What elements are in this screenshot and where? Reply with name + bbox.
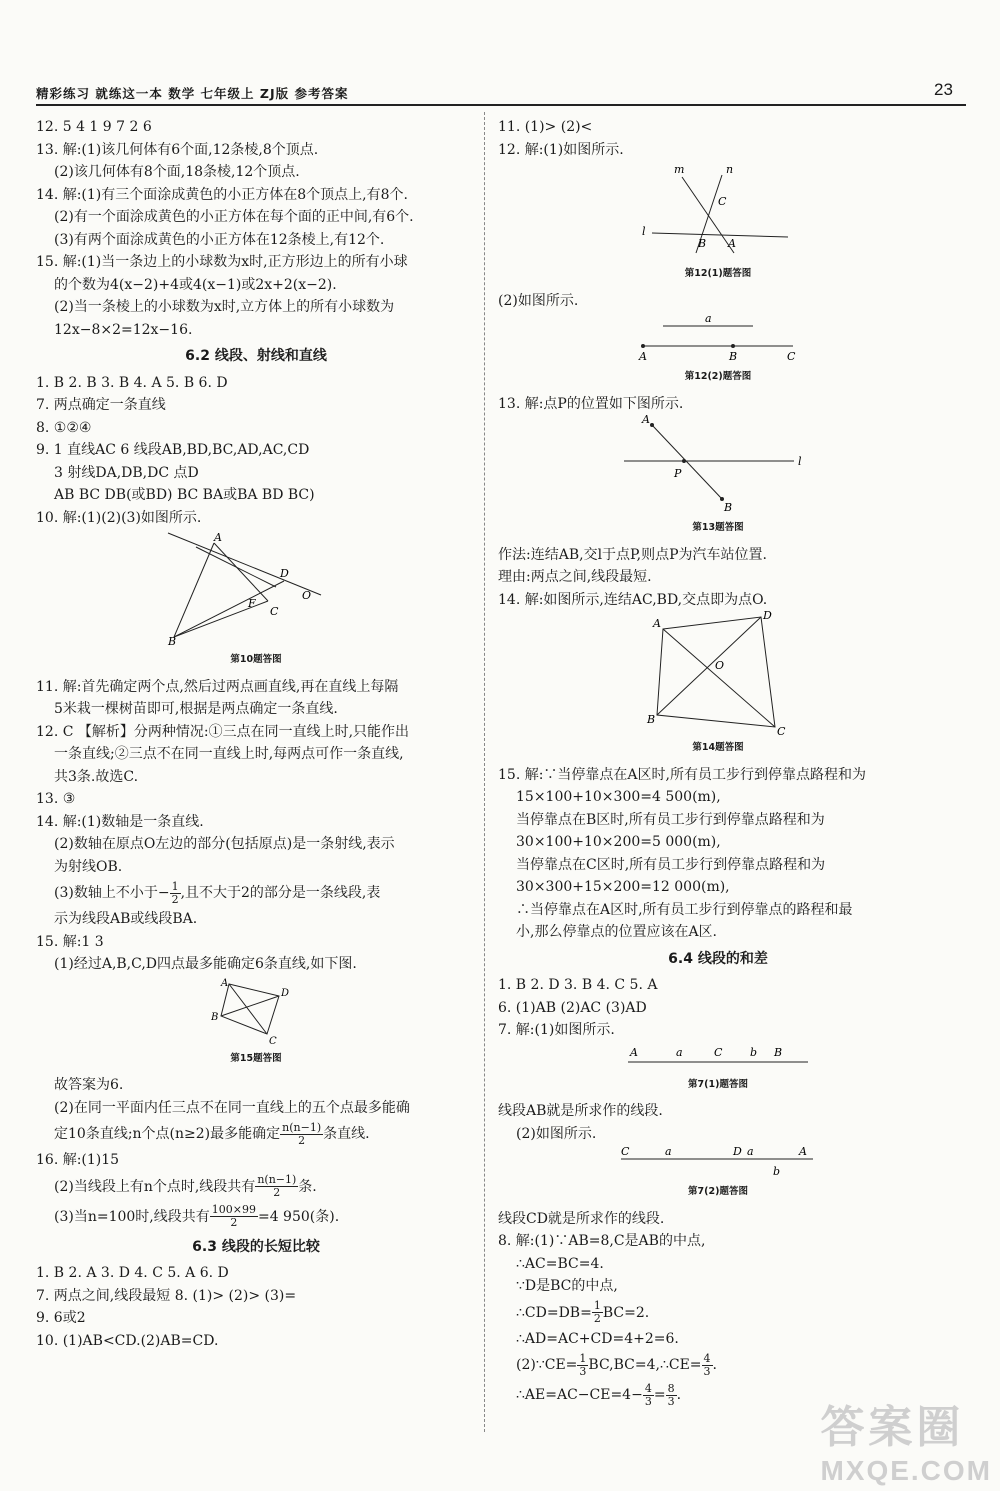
point-label: D bbox=[280, 567, 289, 580]
point-label: C bbox=[270, 605, 279, 618]
point-label: l bbox=[642, 225, 646, 238]
text: ∴CD=DB= bbox=[516, 1304, 592, 1321]
header-rule bbox=[36, 104, 966, 106]
text: (3)数轴上不小于− bbox=[54, 885, 170, 901]
answer-line: 13. 解:点P的位置如下图所示. bbox=[498, 395, 684, 412]
answer-line: 15. 解:1 3 bbox=[36, 933, 104, 950]
answer-line: 9. 1 直线AC 6 线段AB,BD,BC,AD,AC,CD bbox=[36, 442, 310, 458]
figure-q12-1 bbox=[638, 161, 798, 261]
figure-caption: 第7(2)题答图 bbox=[688, 1186, 748, 1197]
fraction bbox=[210, 1204, 258, 1229]
text: (3)当n=100时,线段共有 bbox=[54, 1208, 210, 1225]
answer-line: 12x−8×2=12x−16. bbox=[54, 321, 193, 338]
answer-line: 7. 两点确定一条直线 bbox=[36, 397, 166, 413]
point-label: A bbox=[642, 415, 650, 426]
figure-caption: 第15题答图 bbox=[230, 1052, 282, 1064]
figure-caption: 第10题答图 bbox=[230, 654, 282, 665]
text: . bbox=[712, 1357, 717, 1373]
answer-line: (3)有两个面涂成黄色的小正方体在12条棱上,有12个. bbox=[54, 231, 385, 248]
numerator: n(n−1) bbox=[282, 1120, 322, 1134]
figure-caption: 第14题答图 bbox=[692, 742, 744, 753]
answer-line: (2)在同一平面内任三点不在同一直线上的五个点最多能确 bbox=[54, 1099, 410, 1116]
numerator: 1 bbox=[593, 1299, 601, 1312]
answer-line: 14. 解:(1)有三个面涂成黄色的小正方体在8个顶点上,有8个. bbox=[36, 186, 408, 203]
point-label: F bbox=[248, 597, 256, 610]
answer-line bbox=[36, 1119, 476, 1149]
point-label: B bbox=[168, 635, 177, 647]
figure-q15 bbox=[211, 976, 301, 1046]
point-label: A bbox=[728, 237, 736, 250]
denominator: 2 bbox=[273, 1186, 281, 1199]
point-label: a bbox=[676, 1045, 683, 1059]
answer-line: 12. C 【解析】分两种情况:①三点在同一直线上时,只能作出 bbox=[36, 723, 410, 740]
answer-line bbox=[498, 1298, 938, 1328]
denominator: 3 bbox=[667, 1394, 675, 1408]
point-label: C bbox=[269, 1035, 277, 1046]
text: . bbox=[676, 1387, 682, 1403]
answer-line: 7. 两点之间,线段最短 8. (1)> (2)> (3)= bbox=[36, 1287, 297, 1304]
numerator: 8 bbox=[667, 1381, 675, 1395]
answer-line: ∴AC=BC=4. bbox=[516, 1255, 604, 1272]
point-label: B bbox=[774, 1045, 783, 1059]
point-label: B bbox=[211, 1011, 219, 1023]
answer-line: 线段CD就是所求作的线段. bbox=[498, 1210, 665, 1227]
point-label: C bbox=[787, 350, 796, 363]
answer-line: (2)有一个面涂成黄色的小正方体在每个面的正中间,有6个. bbox=[54, 209, 414, 225]
denominator: 3 bbox=[644, 1394, 652, 1408]
numerator: 100×99 bbox=[211, 1203, 256, 1216]
answer-line: 示为线段AB或线段BA. bbox=[54, 911, 198, 927]
point-label: A bbox=[639, 350, 647, 363]
denominator: 2 bbox=[230, 1216, 238, 1229]
answer-line: 16. 解:(1)15 bbox=[36, 1152, 120, 1168]
point-label: O bbox=[715, 659, 725, 672]
answer-line: 13. 解:(1)该几何体有6个面,12条棱,8个顶点. bbox=[36, 141, 319, 158]
figure-q7-2 bbox=[613, 1145, 823, 1179]
answer-line: ∴当停靠点在A区时,所有员工步行到停靠点的路程和最 bbox=[516, 901, 853, 918]
denominator: 3 bbox=[703, 1364, 711, 1378]
denominator: 3 bbox=[579, 1364, 587, 1378]
answer-line: 作法:连结AB,交l于点P,则点P为汽车站位置. bbox=[498, 546, 767, 563]
answer-line: 15. 解:(1)当一条边上的小球数为x时,正方形边上的所有小球 bbox=[36, 254, 408, 270]
answer-line: 共3条.故选C. bbox=[54, 768, 139, 785]
figure-q10 bbox=[156, 529, 356, 647]
figure-q7-1 bbox=[618, 1042, 818, 1072]
answer-line: 一条直线;②三点不在同一直线上时,每两点可作一条直线, bbox=[54, 746, 404, 762]
text: ,且不大于2的部分是一条线段,表 bbox=[180, 885, 381, 901]
answer-line bbox=[36, 1172, 476, 1202]
fraction bbox=[702, 1353, 713, 1378]
numerator: 4 bbox=[644, 1381, 652, 1395]
answer-line bbox=[498, 1350, 938, 1380]
answer-line: 10. 解:(1)(2)(3)如图所示. bbox=[36, 509, 202, 526]
point-label: a bbox=[665, 1145, 672, 1158]
numerator: 1 bbox=[579, 1351, 587, 1365]
answer-line: 1. B 2. A 3. D 4. C 5. A 6. D bbox=[36, 1265, 229, 1281]
point-label: a bbox=[747, 1145, 754, 1158]
point-label: D bbox=[281, 987, 290, 999]
answer-line: 1. B 2. D 3. B 4. C 5. A bbox=[498, 977, 658, 993]
fraction bbox=[255, 1174, 298, 1199]
answer-line: 14. 解:(1)数轴是一条直线. bbox=[36, 813, 204, 830]
point-label: A bbox=[214, 531, 222, 544]
page-number: 23 bbox=[934, 80, 953, 99]
point-label: D bbox=[763, 611, 772, 622]
answer-line: 6. (1)AB (2)AC (3)AD bbox=[498, 999, 647, 1016]
answer-line: (2)当一条棱上的小球数为x时,立方体上的所有小球数为 bbox=[54, 299, 395, 315]
answer-line: (2)该几何体有8个面,18条棱,12个顶点. bbox=[54, 164, 300, 180]
point-label: l bbox=[798, 455, 802, 468]
numerator: 1 bbox=[171, 879, 179, 893]
denominator: 2 bbox=[171, 892, 179, 906]
answer-line: 13. ③ bbox=[36, 791, 76, 807]
answer-line: 1. B 2. B 3. B 4. A 5. B 6. D bbox=[36, 374, 228, 391]
answer-line: 为射线OB. bbox=[54, 858, 123, 875]
denominator: 2 bbox=[298, 1133, 306, 1147]
denominator: 2 bbox=[593, 1312, 601, 1325]
answer-line: 11. 解:首先确定两个点,然后过两点画直线,再在直线上每隔 bbox=[36, 678, 399, 695]
text: BC=2. bbox=[602, 1304, 650, 1321]
answer-line: 的个数为4(x−2)+4或4(x−1)或2x+2(x−2). bbox=[54, 276, 337, 293]
figure-caption: 第13题答图 bbox=[692, 522, 744, 533]
answer-line: (2)如图所示. bbox=[516, 1125, 597, 1142]
section-heading: 6.3 线段的长短比较 bbox=[192, 1238, 320, 1255]
column-divider bbox=[484, 112, 485, 1432]
answer-line: 线段AB就是所求作的线段. bbox=[498, 1103, 663, 1119]
running-header: 精彩练习 就练这一本 数学 七年级上 ZJ版 参考答案 bbox=[36, 86, 349, 101]
answer-line: ∵D是BC的中点, bbox=[516, 1278, 618, 1294]
left-column bbox=[36, 116, 476, 1352]
watermark-url: MXQE.COM bbox=[820, 1455, 992, 1486]
answer-line: 30×100+10×200=5 000(m), bbox=[516, 834, 721, 850]
answer-line: 30×300+15×200=12 000(m), bbox=[516, 879, 730, 895]
point-label: C bbox=[777, 725, 786, 735]
watermark-logo bbox=[820, 1391, 992, 1487]
answer-line: 故答案为6. bbox=[54, 1077, 124, 1093]
text: = bbox=[653, 1387, 666, 1403]
fraction bbox=[280, 1122, 323, 1147]
answer-line: 10. (1)AB<CD.(2)AB=CD. bbox=[36, 1332, 219, 1349]
point-label: b bbox=[773, 1165, 781, 1178]
figure-q13 bbox=[618, 415, 818, 515]
answer-line: (1)经过A,B,C,D四点最多能确定6条直线,如下图. bbox=[54, 956, 357, 972]
fraction bbox=[592, 1300, 603, 1325]
answer-line: AB BC DB(或BD) BC BA或BA BD BC) bbox=[54, 487, 315, 503]
answer-line: 14. 解:如图所示,连结AC,BD,交点即为点O. bbox=[498, 591, 768, 608]
section-heading: 6.4 线段的和差 bbox=[668, 950, 768, 967]
point-label: C bbox=[714, 1045, 723, 1059]
fraction bbox=[577, 1353, 588, 1378]
answer-line bbox=[36, 878, 476, 908]
point-label: B bbox=[729, 350, 738, 363]
text: ∴AE=AC−CE=4− bbox=[516, 1387, 643, 1403]
watermark-text: 答案圈 bbox=[820, 1403, 965, 1452]
point-label: A bbox=[653, 617, 661, 630]
section-heading: 6.2 线段、射线和直线 bbox=[185, 348, 327, 364]
text: (2)∵CE= bbox=[516, 1357, 578, 1373]
point-label: n bbox=[726, 163, 734, 176]
point-label: C bbox=[621, 1145, 630, 1158]
point-label: B bbox=[724, 501, 733, 514]
answer-line: 9. 6或2 bbox=[36, 1310, 86, 1326]
answer-line: 11. (1)> (2)< bbox=[498, 119, 593, 135]
answer-line bbox=[36, 1202, 476, 1232]
answer-line: 小,那么停靠点的位置应该在A区. bbox=[516, 924, 718, 940]
point-label: a bbox=[705, 312, 712, 325]
answer-line: 当停靠点在C区时,所有员工步行到停靠点路程和为 bbox=[516, 856, 826, 873]
answer-line: 当停靠点在B区时,所有员工步行到停靠点路程和为 bbox=[516, 811, 825, 828]
figure-q12-2 bbox=[633, 312, 803, 364]
answer-line: 12. 5 4 1 9 7 2 6 bbox=[36, 119, 152, 135]
figure-caption: 第12(2)题答图 bbox=[684, 371, 752, 382]
numerator: 4 bbox=[703, 1351, 711, 1365]
fraction bbox=[643, 1383, 654, 1408]
answer-line: 理由:两点之间,线段最短. bbox=[498, 569, 652, 585]
point-label: O bbox=[302, 589, 312, 602]
answer-line: 8. 解:(1)∵AB=8,C是AB的中点, bbox=[498, 1233, 706, 1249]
point-label: B bbox=[647, 713, 656, 726]
text: =4 950(条). bbox=[257, 1208, 340, 1225]
answer-line: 5米栽一棵树苗即可,根据是两点确定一条直线. bbox=[54, 701, 338, 717]
answer-line: (2)如图所示. bbox=[498, 292, 579, 309]
answer-line: 12. 解:(1)如图所示. bbox=[498, 141, 624, 158]
text: 定10条直线;n个点(n≥2)最多能确定 bbox=[54, 1126, 281, 1142]
answer-line: 15×100+10×300=4 500(m), bbox=[516, 789, 721, 805]
answer-line: 7. 解:(1)如图所示. bbox=[498, 1022, 615, 1038]
point-label: m bbox=[674, 163, 685, 176]
figure-caption: 第7(1)题答图 bbox=[688, 1078, 748, 1090]
right-column bbox=[498, 116, 938, 1410]
point-label: A bbox=[221, 977, 229, 989]
text: BC,BC=4,∴CE= bbox=[588, 1357, 702, 1373]
point-label: P bbox=[674, 467, 682, 480]
numerator: n(n−1) bbox=[257, 1173, 297, 1186]
answer-line: (2)数轴在原点O左边的部分(包括原点)是一条射线,表示 bbox=[54, 836, 395, 852]
text: 条直线. bbox=[323, 1126, 370, 1142]
point-label: B bbox=[698, 237, 707, 250]
fraction bbox=[666, 1383, 677, 1408]
point-label: b bbox=[750, 1045, 758, 1059]
point-label: C bbox=[718, 195, 727, 208]
answer-line: ∴AD=AC+CD=4+2=6. bbox=[516, 1330, 679, 1347]
point-label: A bbox=[630, 1045, 638, 1059]
answer-line: 15. 解:∵当停靠点在A区时,所有员工步行到停靠点路程和为 bbox=[498, 766, 866, 783]
answer-line: 3 射线DA,DB,DC 点D bbox=[54, 464, 199, 481]
figure-q14 bbox=[643, 611, 793, 735]
point-label: D bbox=[733, 1145, 742, 1158]
text: (2)当线段上有n个点时,线段共有 bbox=[54, 1178, 256, 1195]
text: 条. bbox=[298, 1178, 317, 1195]
answer-line: 8. ①②④ bbox=[36, 419, 92, 436]
point-label: A bbox=[799, 1145, 807, 1158]
fraction bbox=[170, 881, 181, 906]
figure-caption: 第12(1)题答图 bbox=[684, 268, 752, 279]
